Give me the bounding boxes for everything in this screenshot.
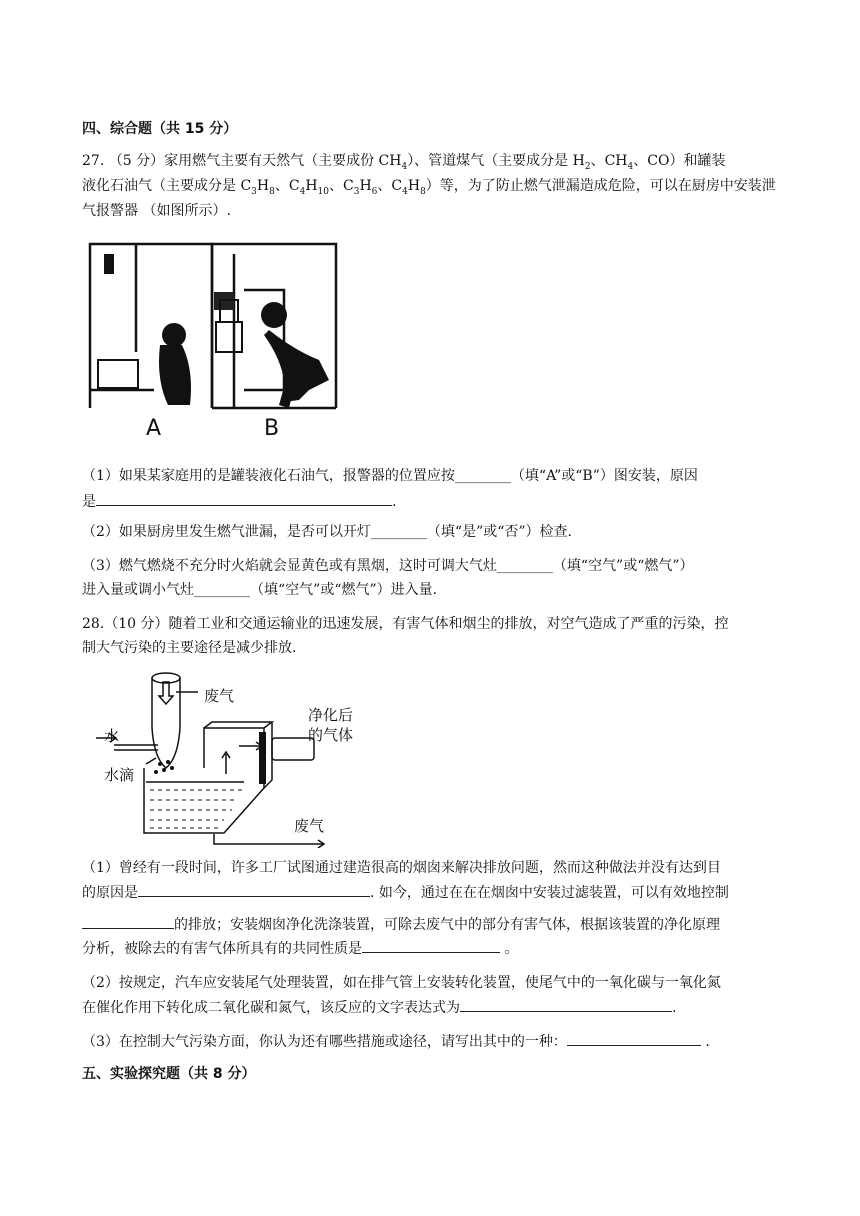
answer-blank[interactable]	[460, 997, 672, 1012]
q27-part-1-line-1: （1）如果某家庭用的是罐装液化石油气，报警器的位置应按________（填“A”或“B”）图安装，原因	[82, 468, 698, 484]
label-clean-gas-1: 净化后	[308, 706, 354, 724]
q28-part-2-c: .	[672, 1000, 677, 1016]
q27-line-2-d: H	[305, 178, 318, 194]
person-b-icon	[261, 302, 329, 408]
bottom-arrow-icon	[214, 834, 324, 848]
alarm-a-icon	[104, 254, 114, 274]
q27-line-1-c: 、CH	[590, 153, 628, 169]
q27-line-1-d: 、CO）和罐装	[633, 153, 726, 169]
answer-blank[interactable]	[362, 938, 500, 953]
q28-line-1: 28.（10 分）随着工业和交通运输业的迅速发展，有害气体和烟尘的排放，对空气造成了严重的污染，控	[82, 616, 729, 632]
q28-part-1-line-2	[82, 882, 729, 903]
q27-line-1: 27. （5 分）家用燃气主要有天然气（主要成份 $CH_4$）、管道煤气（主要成分是 $H_2$、$CH_4$、CO）和罐装	[82, 153, 726, 172]
stove-a-icon	[98, 360, 138, 388]
section-4-heading: 四、综合题（共 15 分）	[82, 121, 238, 137]
figure-label-b: B	[264, 416, 280, 441]
water-pattern	[150, 790, 244, 828]
label-waste-gas-top: 废气	[204, 687, 235, 705]
q28-part-1-d: 的排放；安装烟囱净化洗涤装置，可除去废气中的部分有害气体，根据该装置的净化原理	[174, 917, 720, 933]
q27-part-3-line-2: 进入量或调小气灶________（填“空气”或“燃气”）进入量.	[82, 582, 438, 598]
q27-line-1-a: 27. （5 分）家用燃气主要有天然气（主要成份 CH	[82, 153, 402, 169]
section-5-heading: 五、实验探究题（共 8 分）	[82, 1066, 256, 1082]
q28-part-1-line-1: （1）曾经有一段时间，许多工厂试图通过建造很高的烟囱来解决排放问题，然而这种做法并没有达到目	[82, 860, 721, 876]
label-waste-gas-bottom: 废气	[294, 817, 325, 835]
q27-part-2: （2）如果厨房里发生燃气泄漏，是否可以开灯________（填“是”或“否”）检查.	[82, 524, 572, 540]
right-arrow-icon	[239, 742, 262, 750]
q27-line-2: 液化石油气（主要成分是 $C_3H_8$、$C_4H_{10}$、$C_3H_6$、$C_4H_8$）等，为了防止燃气泄漏造成危险，可以在厨房中安装泄	[82, 178, 776, 197]
q28-part-3	[82, 1031, 710, 1052]
q27-line-2-c: 、C	[274, 178, 300, 194]
label-water-drops: 水滴	[104, 766, 135, 784]
q27-line-3: 气报警器 （如图所示）.	[82, 203, 231, 219]
q28-part-2-line-2	[82, 997, 676, 1018]
q27-line-2-f: H	[359, 178, 372, 194]
label-clean-gas-2: 的气体	[308, 726, 354, 744]
up-arrow-icon	[222, 752, 230, 774]
scrub-tank	[144, 728, 264, 833]
q27-line-2-e: 、C	[328, 178, 354, 194]
q28-part-1-line-3	[82, 914, 720, 935]
answer-blank[interactable]	[567, 1031, 701, 1046]
q27-line-2-i: ）等，为了防止燃气泄漏造成危险，可以在厨房中安装泄	[425, 178, 776, 194]
person-a-icon	[159, 323, 191, 405]
q28-part-3-b: .	[700, 1034, 710, 1050]
q27-line-1-b: ）、管道煤气（主要成分是 H	[407, 153, 585, 169]
q28-part-1-b: 的原因是	[82, 885, 138, 901]
q27-line-2-h: H	[407, 178, 421, 194]
water-pipe	[114, 745, 158, 750]
gas-alarm-figure	[84, 240, 344, 445]
answer-blank[interactable]	[96, 491, 392, 506]
q27-part-1-c: .	[392, 494, 397, 510]
down-arrow-icon	[159, 682, 173, 704]
q28-part-3-a: （3）在控制大气污染方面，你认为还有哪些措施或途径，请写出其中的一种：	[82, 1034, 567, 1050]
label-water: 水	[104, 727, 120, 745]
q27-line-2-a: 液化石油气（主要成分是 C	[82, 178, 252, 194]
answer-blank[interactable]	[82, 914, 174, 929]
q28-part-2-b: 在催化作用下转化成二氧化碳和氮气，该反应的文字表达式为	[82, 1000, 460, 1016]
figure-label-a: A	[146, 416, 162, 441]
q27-line-2-b: H	[256, 178, 270, 194]
answer-blank[interactable]	[138, 882, 370, 897]
baffle-plate	[259, 732, 266, 784]
q28-part-1-f: 。	[500, 941, 519, 957]
q27-part-1-line-2	[82, 491, 396, 512]
chimney-body	[152, 678, 180, 768]
q28-part-2-line-1: （2）按规定，汽车应安装尾气处理装置，如在排气管上安装转化装置，使尾气中的一氧化碳与一氧化氮	[82, 975, 721, 991]
q28-part-1-e: 分析，被除去的有害气体所具有的共同性质是	[82, 941, 362, 957]
q27-part-3-line-1: （3）燃气燃烧不充分时火焰就会显黄色或有黑烟，这时可调大气灶________（填“空气”或“燃气”）	[82, 558, 694, 574]
q28-line-2: 制大气污染的主要途径是减少排放.	[82, 640, 297, 656]
q27-part-1-b: 是	[82, 494, 96, 510]
q27-line-2-g: 、C	[377, 178, 403, 194]
q28-part-1-c: . 如今，通过在在在烟囱中安装过滤装置，可以有效地控制	[370, 885, 729, 901]
q28-part-1-line-4	[82, 938, 518, 959]
